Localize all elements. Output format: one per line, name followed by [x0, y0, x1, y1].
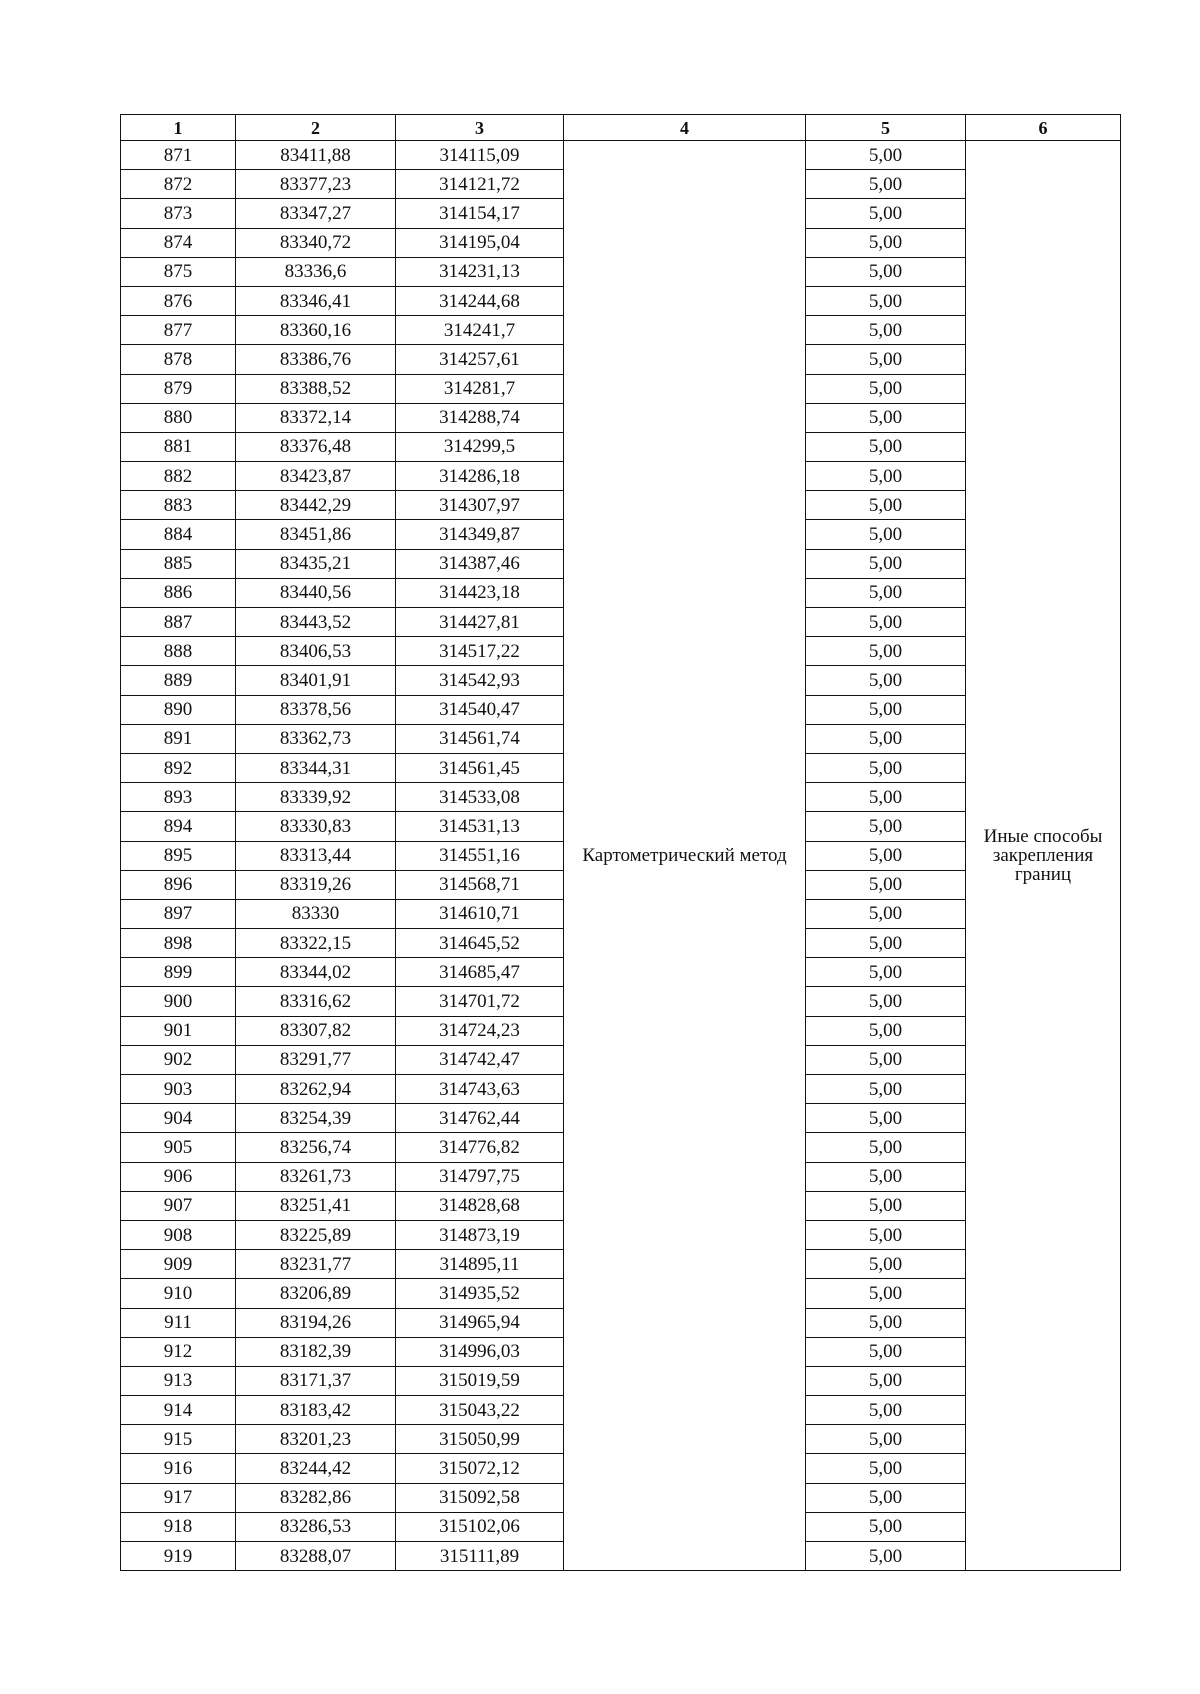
accuracy-cell: 5,00: [806, 1162, 966, 1191]
y-coordinate-cell: 314115,09: [396, 141, 564, 170]
point-number-cell: 880: [121, 403, 236, 432]
point-number-cell: 894: [121, 812, 236, 841]
y-coordinate-cell: 314121,72: [396, 170, 564, 199]
accuracy-cell: 5,00: [806, 1337, 966, 1366]
point-number-cell: 903: [121, 1075, 236, 1104]
y-coordinate-cell: 314551,16: [396, 841, 564, 870]
x-coordinate-cell: 83378,56: [236, 695, 396, 724]
x-coordinate-cell: 83376,48: [236, 432, 396, 461]
x-coordinate-cell: 83182,39: [236, 1337, 396, 1366]
point-number-cell: 917: [121, 1483, 236, 1512]
accuracy-cell: 5,00: [806, 141, 966, 170]
accuracy-cell: 5,00: [806, 1396, 966, 1425]
x-coordinate-cell: 83388,52: [236, 374, 396, 403]
point-number-cell: 899: [121, 958, 236, 987]
y-coordinate-cell: 314797,75: [396, 1162, 564, 1191]
y-coordinate-cell: 314387,46: [396, 549, 564, 578]
point-number-cell: 919: [121, 1542, 236, 1571]
point-number-cell: 873: [121, 199, 236, 228]
accuracy-cell: 5,00: [806, 1512, 966, 1541]
accuracy-cell: 5,00: [806, 958, 966, 987]
header-col-6: 6: [966, 115, 1121, 141]
y-coordinate-cell: 314935,52: [396, 1279, 564, 1308]
point-number-cell: 889: [121, 666, 236, 695]
accuracy-cell: 5,00: [806, 783, 966, 812]
point-number-cell: 896: [121, 870, 236, 899]
point-number-cell: 913: [121, 1366, 236, 1395]
header-col-4: 4: [564, 115, 806, 141]
point-number-cell: 906: [121, 1162, 236, 1191]
x-coordinate-cell: 83171,37: [236, 1366, 396, 1395]
x-coordinate-cell: 83225,89: [236, 1220, 396, 1249]
accuracy-cell: 5,00: [806, 812, 966, 841]
accuracy-cell: 5,00: [806, 228, 966, 257]
y-coordinate-cell: 314257,61: [396, 345, 564, 374]
accuracy-cell: 5,00: [806, 1016, 966, 1045]
accuracy-cell: 5,00: [806, 608, 966, 637]
accuracy-cell: 5,00: [806, 724, 966, 753]
x-coordinate-cell: 83339,92: [236, 783, 396, 812]
accuracy-cell: 5,00: [806, 1133, 966, 1162]
point-number-cell: 908: [121, 1220, 236, 1249]
x-coordinate-cell: 83346,41: [236, 286, 396, 315]
point-number-cell: 886: [121, 578, 236, 607]
y-coordinate-cell: 314895,11: [396, 1250, 564, 1279]
y-coordinate-cell: 314288,74: [396, 403, 564, 432]
point-number-cell: 898: [121, 929, 236, 958]
header-col-5: 5: [806, 115, 966, 141]
coordinates-table: [120, 114, 1121, 1571]
y-coordinate-cell: 314195,04: [396, 228, 564, 257]
point-number-cell: 915: [121, 1425, 236, 1454]
accuracy-cell: 5,00: [806, 841, 966, 870]
x-coordinate-cell: 83443,52: [236, 608, 396, 637]
accuracy-cell: 5,00: [806, 462, 966, 491]
accuracy-cell: 5,00: [806, 491, 966, 520]
x-coordinate-cell: 83282,86: [236, 1483, 396, 1512]
accuracy-cell: 5,00: [806, 1191, 966, 1220]
point-number-cell: 916: [121, 1454, 236, 1483]
accuracy-cell: 5,00: [806, 1366, 966, 1395]
accuracy-cell: 5,00: [806, 374, 966, 403]
point-number-cell: 885: [121, 549, 236, 578]
point-number-cell: 883: [121, 491, 236, 520]
x-coordinate-cell: 83288,07: [236, 1542, 396, 1571]
y-coordinate-cell: 314776,82: [396, 1133, 564, 1162]
x-coordinate-cell: 83411,88: [236, 141, 396, 170]
header-col-3: 3: [396, 115, 564, 141]
x-coordinate-cell: 83231,77: [236, 1250, 396, 1279]
y-coordinate-cell: 314427,81: [396, 608, 564, 637]
x-coordinate-cell: 83262,94: [236, 1075, 396, 1104]
accuracy-cell: 5,00: [806, 286, 966, 315]
x-coordinate-cell: 83340,72: [236, 228, 396, 257]
point-number-cell: 877: [121, 316, 236, 345]
y-coordinate-cell: 314996,03: [396, 1337, 564, 1366]
x-coordinate-cell: 83344,31: [236, 753, 396, 782]
x-coordinate-cell: 83261,73: [236, 1162, 396, 1191]
y-coordinate-cell: 314231,13: [396, 257, 564, 286]
accuracy-cell: 5,00: [806, 695, 966, 724]
x-coordinate-cell: 83251,41: [236, 1191, 396, 1220]
y-coordinate-cell: 314241,7: [396, 316, 564, 345]
x-coordinate-cell: 83330,83: [236, 812, 396, 841]
point-number-cell: 893: [121, 783, 236, 812]
y-coordinate-cell: 314828,68: [396, 1191, 564, 1220]
y-coordinate-cell: 314299,5: [396, 432, 564, 461]
x-coordinate-cell: 83307,82: [236, 1016, 396, 1045]
x-coordinate-cell: 83386,76: [236, 345, 396, 374]
accuracy-cell: 5,00: [806, 1454, 966, 1483]
accuracy-cell: 5,00: [806, 257, 966, 286]
y-coordinate-cell: 314531,13: [396, 812, 564, 841]
accuracy-cell: 5,00: [806, 1250, 966, 1279]
y-coordinate-cell: 314244,68: [396, 286, 564, 315]
x-coordinate-cell: 83401,91: [236, 666, 396, 695]
x-coordinate-cell: 83336,6: [236, 257, 396, 286]
header-col-2: 2: [236, 115, 396, 141]
x-coordinate-cell: 83316,62: [236, 987, 396, 1016]
point-number-cell: 878: [121, 345, 236, 374]
y-coordinate-cell: 315019,59: [396, 1366, 564, 1395]
y-coordinate-cell: 314533,08: [396, 783, 564, 812]
y-coordinate-cell: 315092,58: [396, 1483, 564, 1512]
y-coordinate-cell: 314154,17: [396, 199, 564, 228]
y-coordinate-cell: 314742,47: [396, 1045, 564, 1074]
point-number-cell: 887: [121, 608, 236, 637]
point-number-cell: 876: [121, 286, 236, 315]
y-coordinate-cell: 315072,12: [396, 1454, 564, 1483]
x-coordinate-cell: 83442,29: [236, 491, 396, 520]
point-number-cell: 905: [121, 1133, 236, 1162]
method-cell: Картометрический метод: [564, 141, 806, 1571]
point-number-cell: 890: [121, 695, 236, 724]
y-coordinate-cell: 314561,45: [396, 753, 564, 782]
y-coordinate-cell: 314423,18: [396, 578, 564, 607]
y-coordinate-cell: 314965,94: [396, 1308, 564, 1337]
y-coordinate-cell: 314561,74: [396, 724, 564, 753]
accuracy-cell: 5,00: [806, 637, 966, 666]
header-row: [121, 115, 1121, 141]
y-coordinate-cell: 314349,87: [396, 520, 564, 549]
accuracy-cell: 5,00: [806, 987, 966, 1016]
y-coordinate-cell: 315050,99: [396, 1425, 564, 1454]
accuracy-cell: 5,00: [806, 549, 966, 578]
x-coordinate-cell: 83440,56: [236, 578, 396, 607]
boundary-fixing-cell: Иные способы закрепления границ: [966, 141, 1121, 1571]
y-coordinate-cell: 314701,72: [396, 987, 564, 1016]
accuracy-cell: 5,00: [806, 578, 966, 607]
accuracy-cell: 5,00: [806, 1308, 966, 1337]
point-number-cell: 907: [121, 1191, 236, 1220]
accuracy-cell: 5,00: [806, 316, 966, 345]
point-number-cell: 872: [121, 170, 236, 199]
y-coordinate-cell: 314540,47: [396, 695, 564, 724]
point-number-cell: 897: [121, 899, 236, 928]
x-coordinate-cell: 83313,44: [236, 841, 396, 870]
table-body: [121, 141, 1121, 1571]
point-number-cell: 904: [121, 1104, 236, 1133]
table-row: [121, 141, 1121, 170]
accuracy-cell: 5,00: [806, 345, 966, 374]
x-coordinate-cell: 83347,27: [236, 199, 396, 228]
accuracy-cell: 5,00: [806, 753, 966, 782]
x-coordinate-cell: 83183,42: [236, 1396, 396, 1425]
y-coordinate-cell: 314568,71: [396, 870, 564, 899]
accuracy-cell: 5,00: [806, 1483, 966, 1512]
accuracy-cell: 5,00: [806, 1104, 966, 1133]
accuracy-cell: 5,00: [806, 870, 966, 899]
point-number-cell: 901: [121, 1016, 236, 1045]
y-coordinate-cell: 314762,44: [396, 1104, 564, 1133]
accuracy-cell: 5,00: [806, 1279, 966, 1308]
accuracy-cell: 5,00: [806, 1542, 966, 1571]
point-number-cell: 871: [121, 141, 236, 170]
point-number-cell: 912: [121, 1337, 236, 1366]
y-coordinate-cell: 315043,22: [396, 1396, 564, 1425]
y-coordinate-cell: 314286,18: [396, 462, 564, 491]
y-coordinate-cell: 314645,52: [396, 929, 564, 958]
point-number-cell: 918: [121, 1512, 236, 1541]
x-coordinate-cell: 83319,26: [236, 870, 396, 899]
accuracy-cell: 5,00: [806, 899, 966, 928]
y-coordinate-cell: 314873,19: [396, 1220, 564, 1249]
accuracy-cell: 5,00: [806, 170, 966, 199]
point-number-cell: 875: [121, 257, 236, 286]
point-number-cell: 910: [121, 1279, 236, 1308]
point-number-cell: 891: [121, 724, 236, 753]
x-coordinate-cell: 83286,53: [236, 1512, 396, 1541]
point-number-cell: 879: [121, 374, 236, 403]
point-number-cell: 882: [121, 462, 236, 491]
x-coordinate-cell: 83377,23: [236, 170, 396, 199]
point-number-cell: 909: [121, 1250, 236, 1279]
x-coordinate-cell: 83451,86: [236, 520, 396, 549]
point-number-cell: 902: [121, 1045, 236, 1074]
y-coordinate-cell: 314724,23: [396, 1016, 564, 1045]
x-coordinate-cell: 83423,87: [236, 462, 396, 491]
point-number-cell: 914: [121, 1396, 236, 1425]
header-col-1: 1: [121, 115, 236, 141]
x-coordinate-cell: 83362,73: [236, 724, 396, 753]
x-coordinate-cell: 83330: [236, 899, 396, 928]
accuracy-cell: 5,00: [806, 403, 966, 432]
x-coordinate-cell: 83372,14: [236, 403, 396, 432]
y-coordinate-cell: 314281,7: [396, 374, 564, 403]
accuracy-cell: 5,00: [806, 199, 966, 228]
x-coordinate-cell: 83194,26: [236, 1308, 396, 1337]
x-coordinate-cell: 83344,02: [236, 958, 396, 987]
accuracy-cell: 5,00: [806, 1045, 966, 1074]
y-coordinate-cell: 314610,71: [396, 899, 564, 928]
x-coordinate-cell: 83291,77: [236, 1045, 396, 1074]
x-coordinate-cell: 83322,15: [236, 929, 396, 958]
x-coordinate-cell: 83244,42: [236, 1454, 396, 1483]
document-page: [120, 114, 1120, 1571]
x-coordinate-cell: 83435,21: [236, 549, 396, 578]
accuracy-cell: 5,00: [806, 929, 966, 958]
accuracy-cell: 5,00: [806, 1220, 966, 1249]
accuracy-cell: 5,00: [806, 1425, 966, 1454]
point-number-cell: 911: [121, 1308, 236, 1337]
point-number-cell: 888: [121, 637, 236, 666]
x-coordinate-cell: 83206,89: [236, 1279, 396, 1308]
table-header: [121, 115, 1121, 141]
point-number-cell: 874: [121, 228, 236, 257]
x-coordinate-cell: 83201,23: [236, 1425, 396, 1454]
point-number-cell: 884: [121, 520, 236, 549]
x-coordinate-cell: 83406,53: [236, 637, 396, 666]
x-coordinate-cell: 83256,74: [236, 1133, 396, 1162]
point-number-cell: 892: [121, 753, 236, 782]
point-number-cell: 895: [121, 841, 236, 870]
accuracy-cell: 5,00: [806, 666, 966, 695]
y-coordinate-cell: 314307,97: [396, 491, 564, 520]
y-coordinate-cell: 314685,47: [396, 958, 564, 987]
accuracy-cell: 5,00: [806, 1075, 966, 1104]
y-coordinate-cell: 315111,89: [396, 1542, 564, 1571]
point-number-cell: 900: [121, 987, 236, 1016]
accuracy-cell: 5,00: [806, 520, 966, 549]
x-coordinate-cell: 83254,39: [236, 1104, 396, 1133]
y-coordinate-cell: 315102,06: [396, 1512, 564, 1541]
x-coordinate-cell: 83360,16: [236, 316, 396, 345]
accuracy-cell: 5,00: [806, 432, 966, 461]
y-coordinate-cell: 314517,22: [396, 637, 564, 666]
point-number-cell: 881: [121, 432, 236, 461]
y-coordinate-cell: 314542,93: [396, 666, 564, 695]
y-coordinate-cell: 314743,63: [396, 1075, 564, 1104]
